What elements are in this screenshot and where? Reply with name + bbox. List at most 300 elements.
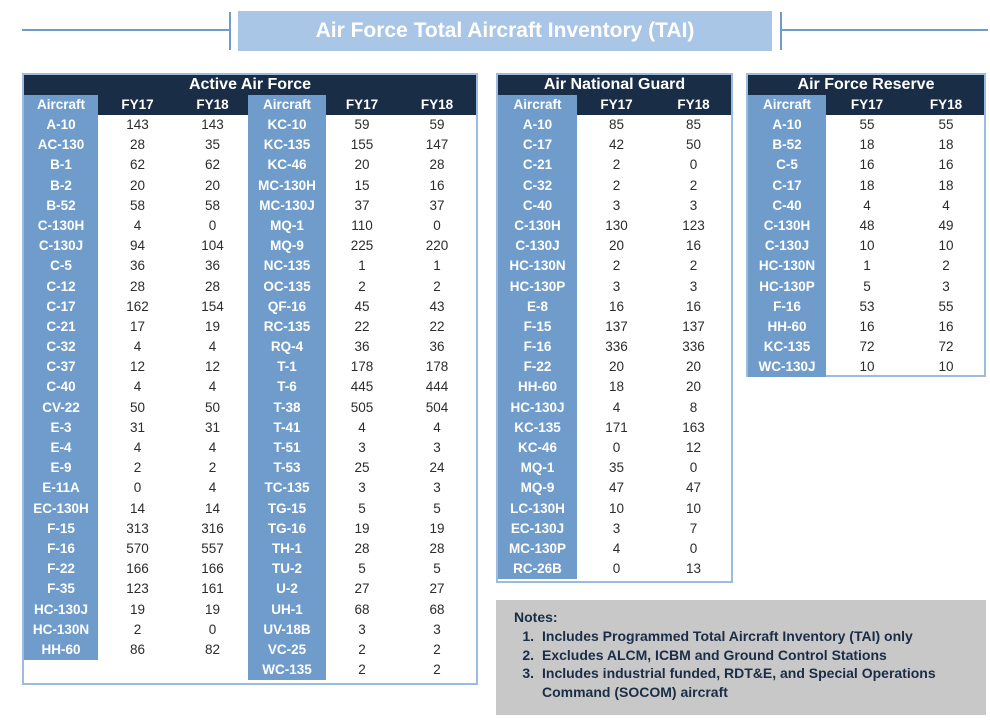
fy17-value: 505 bbox=[350, 399, 374, 415]
table-row bbox=[498, 277, 731, 297]
aircraft-name: HH-60 bbox=[24, 640, 98, 660]
fy18-value: 59 bbox=[429, 117, 445, 132]
table-row bbox=[24, 478, 248, 498]
aircraft-name: B-2 bbox=[24, 176, 98, 196]
table-row bbox=[24, 458, 248, 478]
table-row bbox=[748, 176, 984, 196]
aircraft-name: NC-135 bbox=[248, 256, 326, 276]
aircraft-name: RQ-4 bbox=[248, 337, 326, 357]
fy18-value: 444 bbox=[425, 379, 449, 395]
fy18-value: 504 bbox=[425, 399, 449, 415]
fy18-value: 0 bbox=[433, 217, 441, 233]
table-row bbox=[748, 135, 984, 155]
fy18-header: FY18 bbox=[908, 95, 984, 115]
fy17-value: 31 bbox=[129, 419, 146, 435]
fy18-value: 14 bbox=[204, 500, 221, 516]
fy17-value: 2 bbox=[358, 278, 366, 294]
table-row bbox=[248, 277, 476, 297]
title-rule-left bbox=[22, 29, 230, 31]
aircraft-header: Aircraft bbox=[248, 95, 326, 115]
table-row bbox=[24, 418, 248, 438]
aircraft-name: T-51 bbox=[248, 438, 326, 458]
air-national-guard-panel bbox=[496, 73, 733, 583]
table-row bbox=[24, 155, 248, 175]
fy17-value: 2 bbox=[133, 460, 142, 476]
fy18-header: FY18 bbox=[656, 95, 731, 115]
fy18-value: 62 bbox=[204, 157, 221, 173]
fy17-value: 2 bbox=[612, 157, 621, 173]
table-row bbox=[748, 357, 984, 377]
table-row bbox=[24, 499, 248, 519]
table-row bbox=[248, 478, 476, 498]
table-row bbox=[248, 640, 476, 660]
aircraft-header: Aircraft bbox=[498, 95, 577, 115]
aircraft-name: KC-135 bbox=[498, 418, 577, 438]
table-row bbox=[748, 317, 984, 337]
fy17-value: 47 bbox=[608, 480, 625, 496]
fy17-header: FY17 bbox=[98, 95, 177, 115]
fy18-value: 137 bbox=[682, 318, 705, 334]
aircraft-name: QF-16 bbox=[248, 297, 326, 317]
aircraft-name: TH-1 bbox=[248, 539, 326, 559]
table-row bbox=[498, 337, 731, 357]
table-row bbox=[248, 579, 476, 599]
afr-table bbox=[748, 115, 984, 377]
fy18-value: 13 bbox=[685, 561, 702, 577]
fy17-value: 130 bbox=[605, 217, 628, 233]
fy17-header: FY17 bbox=[826, 95, 908, 115]
fy18-value: 0 bbox=[689, 460, 698, 476]
aircraft-name: F-15 bbox=[498, 317, 577, 337]
table-row bbox=[248, 398, 476, 418]
aircraft-name: EC-130H bbox=[24, 499, 98, 519]
aircraft-name: HC-130J bbox=[498, 398, 577, 418]
aircraft-name: B-1 bbox=[24, 155, 98, 175]
aircraft-name: C-130J bbox=[748, 236, 826, 256]
active-table-right bbox=[248, 115, 476, 680]
fy17-value: 28 bbox=[129, 278, 146, 294]
fy18-value: 4 bbox=[208, 480, 217, 496]
fy18-value: 166 bbox=[201, 561, 224, 577]
fy17-value: 25 bbox=[354, 460, 370, 476]
table-row bbox=[24, 256, 248, 276]
fy18-value: 2 bbox=[942, 258, 950, 274]
fy17-header: FY17 bbox=[326, 95, 398, 115]
aircraft-name: UH-1 bbox=[248, 600, 326, 620]
aircraft-name: C-5 bbox=[24, 256, 98, 276]
fy18-value: 0 bbox=[689, 157, 698, 173]
table-row bbox=[498, 519, 731, 539]
fy17-value: 58 bbox=[129, 197, 146, 213]
title-rule-cap-left bbox=[229, 12, 231, 50]
fy18-value: 16 bbox=[685, 298, 702, 314]
aircraft-name: T-38 bbox=[248, 398, 326, 418]
table-row bbox=[24, 277, 248, 297]
fy18-value: 19 bbox=[429, 520, 445, 536]
fy17-value: 110 bbox=[351, 217, 373, 233]
fy18-value: 16 bbox=[938, 318, 954, 334]
fy17-value: 86 bbox=[129, 641, 146, 657]
fy17-value: 3 bbox=[358, 480, 366, 496]
table-row bbox=[498, 559, 731, 579]
fy17-value: 28 bbox=[354, 540, 370, 556]
fy18-value: 2 bbox=[433, 278, 441, 294]
fy18-value: 85 bbox=[685, 117, 702, 132]
fy17-value: 4 bbox=[133, 217, 142, 233]
table-row bbox=[248, 236, 476, 256]
note-text: Excludes ALCM, ICBM and Ground Control Stations bbox=[542, 646, 887, 663]
aircraft-name: MC-130J bbox=[248, 196, 326, 216]
aircraft-name: HC-130P bbox=[748, 277, 826, 297]
notes-box bbox=[496, 600, 986, 715]
fy18-value: 7 bbox=[689, 520, 698, 536]
fy18-value: 154 bbox=[201, 298, 224, 314]
fy18-value: 3 bbox=[689, 278, 698, 294]
fy17-value: 16 bbox=[859, 157, 875, 173]
aircraft-name: T-41 bbox=[248, 418, 326, 438]
aircraft-name: HH-60 bbox=[748, 317, 826, 337]
table-row bbox=[24, 317, 248, 337]
fy17-value: 16 bbox=[608, 298, 625, 314]
fy18-value: 16 bbox=[938, 157, 954, 173]
fy17-value: 123 bbox=[126, 581, 149, 597]
aircraft-name: C-130H bbox=[24, 216, 98, 236]
fy17-value: 19 bbox=[354, 520, 370, 536]
fy18-value: 336 bbox=[682, 339, 705, 355]
note-item bbox=[514, 646, 986, 665]
air-national-guard-heading: Air National Guard bbox=[498, 75, 731, 95]
table-row bbox=[748, 337, 984, 357]
fy17-value: 313 bbox=[126, 520, 149, 536]
aircraft-name: C-5 bbox=[748, 155, 826, 175]
air-force-reserve-heading: Air Force Reserve bbox=[748, 75, 984, 95]
active-air-force-heading: Active Air Force bbox=[24, 75, 476, 95]
fy17-value: 3 bbox=[358, 440, 366, 455]
fy17-value: 0 bbox=[612, 440, 621, 455]
afr-column-headers bbox=[748, 95, 984, 115]
aircraft-name: TC-135 bbox=[248, 478, 326, 498]
table-row bbox=[24, 579, 248, 599]
fy17-value: 68 bbox=[354, 601, 370, 617]
fy18-value: 8 bbox=[689, 399, 698, 415]
fy18-value: 28 bbox=[429, 157, 445, 173]
aircraft-header: Aircraft bbox=[24, 95, 98, 115]
table-row bbox=[248, 256, 476, 276]
aircraft-name: WC-135 bbox=[248, 660, 326, 680]
fy18-value: 82 bbox=[204, 641, 221, 657]
fy17-value: 42 bbox=[608, 137, 625, 153]
aircraft-name: T-6 bbox=[248, 377, 326, 397]
fy18-value: 3 bbox=[942, 278, 950, 294]
table-row bbox=[748, 216, 984, 236]
table-row bbox=[748, 236, 984, 256]
aircraft-name: C-17 bbox=[24, 297, 98, 317]
table-row bbox=[498, 196, 731, 216]
fy17-value: 1 bbox=[358, 258, 366, 274]
aircraft-name: KC-135 bbox=[248, 135, 326, 155]
active-air-force-panel bbox=[22, 73, 478, 685]
table-row bbox=[24, 337, 248, 357]
fy18-value: 72 bbox=[938, 339, 954, 355]
page-title: Air Force Total Aircraft Inventory (TAI) bbox=[238, 11, 772, 51]
table-row bbox=[24, 600, 248, 620]
fy17-value: 22 bbox=[354, 318, 370, 334]
aircraft-name: B-52 bbox=[748, 135, 826, 155]
table-row bbox=[248, 438, 476, 458]
fy18-value: 22 bbox=[429, 318, 445, 334]
fy18-value: 12 bbox=[685, 440, 702, 455]
table-row bbox=[24, 640, 248, 660]
fy17-value: 5 bbox=[863, 278, 871, 294]
aircraft-name: HC-130P bbox=[498, 277, 577, 297]
table-row bbox=[248, 297, 476, 317]
fy17-value: 14 bbox=[129, 500, 146, 516]
fy17-value: 2 bbox=[612, 177, 621, 193]
fy17-value: 85 bbox=[608, 117, 625, 132]
table-row bbox=[498, 458, 731, 478]
fy17-value: 27 bbox=[354, 581, 370, 597]
aircraft-name: F-22 bbox=[498, 357, 577, 377]
table-row bbox=[24, 377, 248, 397]
fy18-value: 10 bbox=[938, 238, 954, 254]
fy18-value: 123 bbox=[682, 217, 705, 233]
fy18-value: 47 bbox=[685, 480, 702, 496]
title-rule-right bbox=[782, 29, 988, 31]
fy17-value: 18 bbox=[608, 379, 625, 395]
note-number: 1. bbox=[522, 628, 534, 644]
aircraft-name: EC-130J bbox=[498, 519, 577, 539]
table-row bbox=[498, 418, 731, 438]
table-row bbox=[498, 256, 731, 276]
fy17-value: 16 bbox=[859, 318, 875, 334]
fy17-value: 36 bbox=[129, 258, 146, 274]
table-row bbox=[248, 176, 476, 196]
fy18-value: 0 bbox=[208, 217, 217, 233]
aircraft-name: C-40 bbox=[498, 196, 577, 216]
fy18-value: 0 bbox=[208, 621, 217, 637]
fy17-value: 10 bbox=[859, 238, 875, 254]
table-row bbox=[248, 357, 476, 377]
fy17-value: 20 bbox=[129, 177, 146, 193]
fy17-value: 37 bbox=[354, 197, 370, 213]
fy17-value: 19 bbox=[129, 601, 146, 617]
aircraft-name: C-40 bbox=[748, 196, 826, 216]
fy17-header: FY17 bbox=[577, 95, 656, 115]
fy18-value: 36 bbox=[204, 258, 221, 274]
table-row bbox=[248, 317, 476, 337]
fy17-value: 5 bbox=[358, 561, 366, 577]
note-text: Includes Programmed Total Aircraft Inventory (TAI) only bbox=[542, 628, 913, 644]
fy18-value: 316 bbox=[201, 520, 224, 536]
table-row bbox=[248, 418, 476, 438]
fy17-value: 1 bbox=[863, 258, 871, 274]
table-row bbox=[24, 519, 248, 539]
aircraft-name: C-40 bbox=[24, 377, 98, 397]
fy18-value: 19 bbox=[204, 318, 221, 334]
table-row bbox=[498, 135, 731, 155]
fy18-value: 2 bbox=[689, 177, 698, 193]
fy18-value: 3 bbox=[433, 480, 441, 496]
aircraft-name: MQ-1 bbox=[498, 458, 577, 478]
fy17-value: 4 bbox=[358, 419, 366, 435]
fy18-value: 178 bbox=[425, 359, 449, 375]
table-row bbox=[748, 196, 984, 216]
fy17-value: 143 bbox=[126, 117, 149, 132]
fy17-value: 2 bbox=[612, 258, 621, 274]
table-row bbox=[248, 600, 476, 620]
aircraft-name: F-16 bbox=[24, 539, 98, 559]
aircraft-name: C-130H bbox=[498, 216, 577, 236]
fy18-value: 5 bbox=[433, 500, 441, 516]
aircraft-name: HH-60 bbox=[498, 377, 577, 397]
fy18-value: 27 bbox=[429, 581, 445, 597]
aircraft-name: HC-130N bbox=[24, 620, 98, 640]
table-row bbox=[24, 357, 248, 377]
fy17-value: 225 bbox=[350, 238, 374, 254]
fy17-value: 2 bbox=[358, 662, 366, 678]
aircraft-name: MC-130P bbox=[498, 539, 577, 559]
aircraft-name: RC-26B bbox=[498, 559, 577, 579]
fy17-value: 3 bbox=[612, 520, 621, 536]
fy17-value: 4 bbox=[133, 440, 142, 455]
fy18-value: 3 bbox=[433, 440, 441, 455]
table-row bbox=[248, 519, 476, 539]
table-row bbox=[24, 539, 248, 559]
fy17-value: 3 bbox=[358, 621, 366, 637]
fy18-value: 18 bbox=[938, 137, 954, 153]
table-row bbox=[248, 115, 476, 135]
fy18-value: 0 bbox=[689, 540, 698, 556]
table-row bbox=[498, 499, 731, 519]
fy17-value: 18 bbox=[859, 137, 875, 153]
fy17-value: 20 bbox=[608, 238, 625, 254]
fy17-value: 137 bbox=[605, 318, 628, 334]
fy18-value: 4 bbox=[208, 379, 217, 395]
fy18-header: FY18 bbox=[398, 95, 476, 115]
table-row bbox=[748, 277, 984, 297]
fy18-value: 10 bbox=[938, 359, 954, 375]
fy17-value: 171 bbox=[605, 419, 628, 435]
fy18-value: 5 bbox=[433, 561, 441, 577]
aircraft-name: C-21 bbox=[498, 155, 577, 175]
fy18-value: 2 bbox=[208, 460, 217, 476]
fy17-value: 17 bbox=[129, 318, 146, 334]
fy18-value: 3 bbox=[689, 197, 698, 213]
fy18-value: 68 bbox=[429, 601, 445, 617]
fy17-value: 155 bbox=[350, 137, 374, 153]
aircraft-name: C-130H bbox=[748, 216, 826, 236]
fy17-value: 4 bbox=[612, 540, 621, 556]
air-force-reserve-panel bbox=[746, 73, 986, 377]
aircraft-name: UV-18B bbox=[248, 620, 326, 640]
table-row bbox=[498, 297, 731, 317]
table-row bbox=[248, 155, 476, 175]
aircraft-name: T-53 bbox=[248, 458, 326, 478]
aircraft-name: MQ-9 bbox=[498, 478, 577, 498]
table-row bbox=[498, 398, 731, 418]
fy17-value: 10 bbox=[859, 359, 875, 375]
fy18-value: 1 bbox=[433, 258, 441, 274]
table-row bbox=[248, 377, 476, 397]
aircraft-name: KC-10 bbox=[248, 115, 326, 135]
fy18-value: 37 bbox=[429, 197, 445, 213]
aircraft-name: B-52 bbox=[24, 196, 98, 216]
table-row bbox=[248, 660, 476, 680]
aircraft-name: F-35 bbox=[24, 579, 98, 599]
table-row bbox=[24, 236, 248, 256]
table-row bbox=[498, 539, 731, 559]
fy18-value: 3 bbox=[433, 621, 441, 637]
table-row bbox=[248, 135, 476, 155]
table-row bbox=[248, 559, 476, 579]
aircraft-name: WC-130J bbox=[748, 357, 826, 377]
note-item bbox=[514, 664, 986, 701]
fy17-value: 48 bbox=[859, 217, 875, 233]
aircraft-name: F-22 bbox=[24, 559, 98, 579]
aircraft-name: MQ-1 bbox=[248, 216, 326, 236]
fy17-value: 166 bbox=[126, 561, 149, 577]
table-row bbox=[248, 539, 476, 559]
active-table-left bbox=[24, 115, 248, 680]
fy17-value: 59 bbox=[354, 117, 370, 132]
aircraft-name: MQ-9 bbox=[248, 236, 326, 256]
fy17-value: 55 bbox=[859, 117, 875, 132]
aircraft-name: KC-46 bbox=[248, 155, 326, 175]
aircraft-name: C-130J bbox=[498, 236, 577, 256]
fy18-value: 4 bbox=[208, 440, 217, 455]
aircraft-name: C-32 bbox=[498, 176, 577, 196]
fy18-value: 12 bbox=[204, 359, 221, 375]
fy18-value: 36 bbox=[429, 339, 445, 355]
table-row bbox=[24, 115, 248, 135]
aircraft-name: MC-130H bbox=[248, 176, 326, 196]
fy17-value: 53 bbox=[859, 298, 875, 314]
table-row bbox=[748, 155, 984, 175]
aircraft-name: OC-135 bbox=[248, 277, 326, 297]
fy17-value: 0 bbox=[612, 561, 621, 577]
aircraft-name: A-10 bbox=[748, 115, 826, 135]
table-row bbox=[498, 155, 731, 175]
note-text: Includes industrial funded, RDT&E, and Special Operations Command (SOCOM) aircraft bbox=[542, 665, 936, 700]
note-item bbox=[514, 627, 986, 646]
fy17-value: 72 bbox=[859, 339, 875, 355]
aircraft-name: F-16 bbox=[748, 297, 826, 317]
fy17-value: 2 bbox=[133, 621, 142, 637]
fy18-value: 557 bbox=[201, 540, 224, 556]
table-row bbox=[248, 196, 476, 216]
fy17-value: 162 bbox=[126, 298, 149, 314]
fy18-value: 58 bbox=[204, 197, 221, 213]
fy17-value: 15 bbox=[354, 177, 370, 193]
fy17-value: 336 bbox=[605, 339, 628, 355]
table-row bbox=[248, 620, 476, 640]
aircraft-name: HC-130J bbox=[24, 600, 98, 620]
fy18-value: 143 bbox=[201, 117, 224, 132]
aircraft-name: F-15 bbox=[24, 519, 98, 539]
fy18-value: 16 bbox=[685, 238, 702, 254]
table-row bbox=[24, 297, 248, 317]
fy18-value: 28 bbox=[204, 278, 221, 294]
table-row bbox=[498, 176, 731, 196]
aircraft-name: A-10 bbox=[24, 115, 98, 135]
aircraft-name: HC-130N bbox=[748, 256, 826, 276]
fy18-header: FY18 bbox=[177, 95, 248, 115]
fy17-value: 0 bbox=[133, 480, 142, 496]
fy17-value: 50 bbox=[129, 399, 146, 415]
fy18-value: 50 bbox=[685, 137, 702, 153]
fy18-value: 50 bbox=[204, 399, 221, 415]
fy17-value: 62 bbox=[129, 157, 146, 173]
